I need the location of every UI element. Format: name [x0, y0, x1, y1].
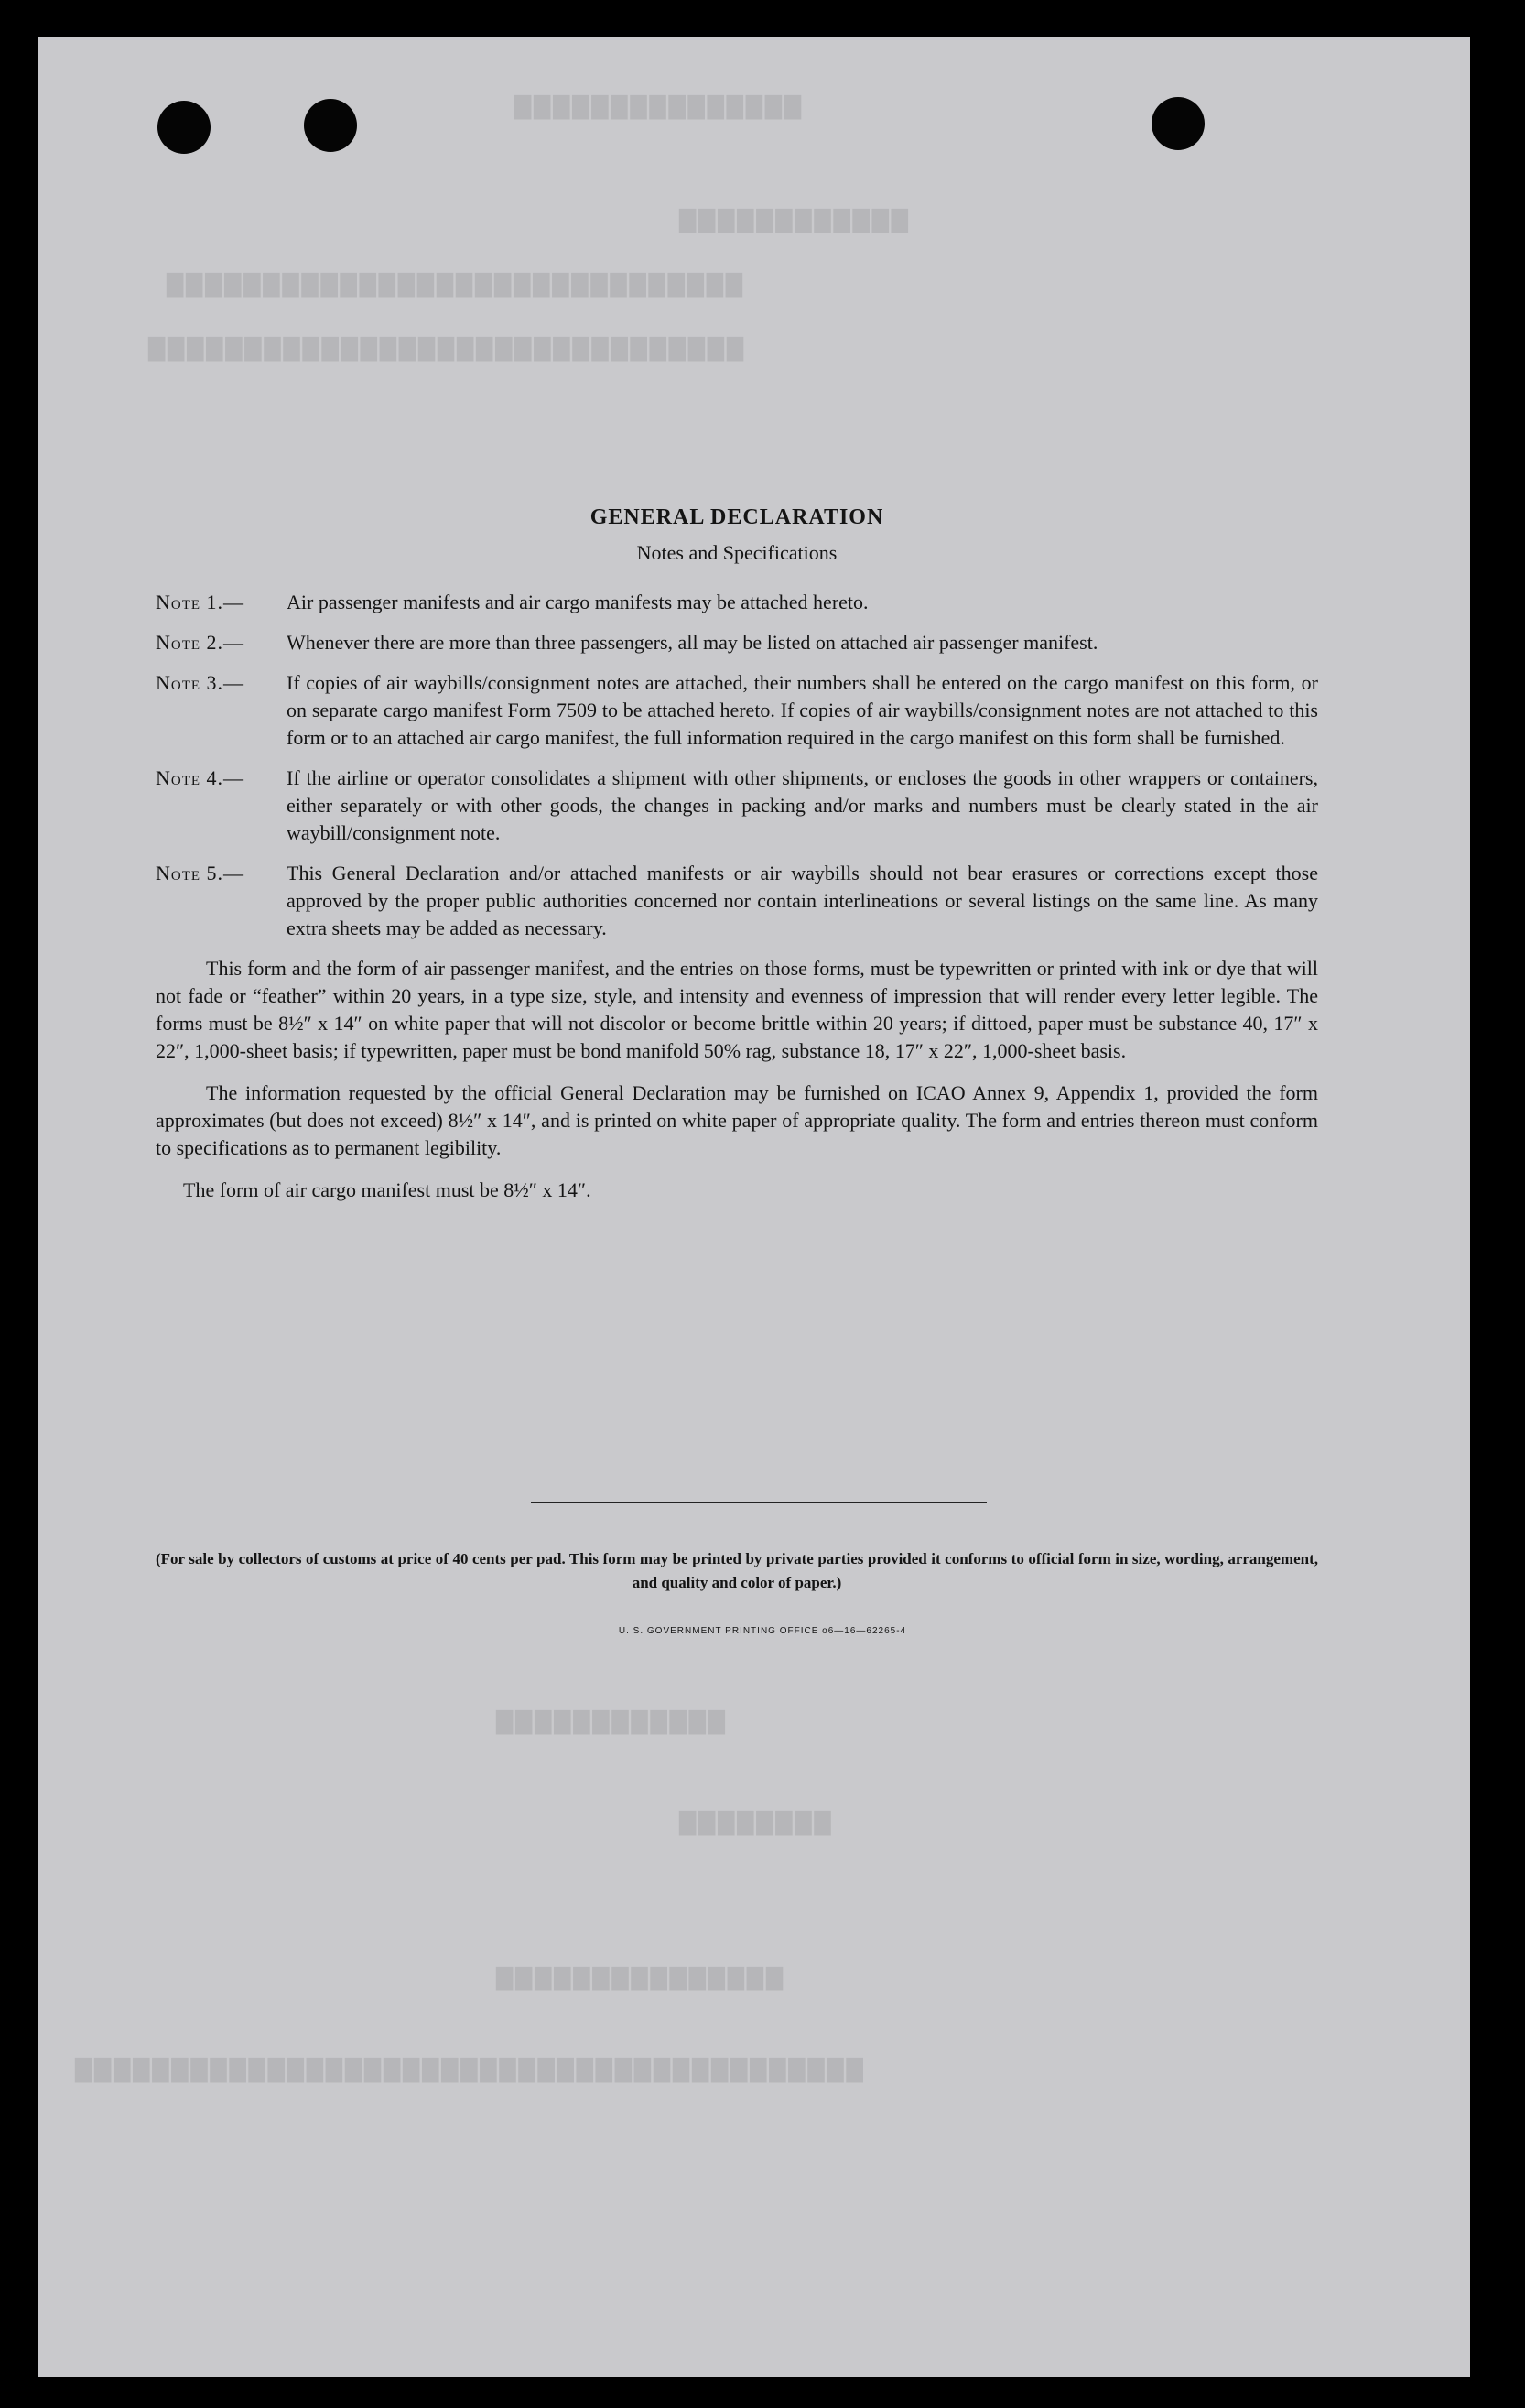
- note-text: If copies of air waybills/consignment notes are attached, their numbers shall be entered on the cargo manifest on this form, or on separate cargo manifest Form 7509 to be attached hereto. If copies of air waybills/consignment notes are not attached to this form or to an attached air cargo manifest, the full information required in the cargo manifest on this form shall be furnished.: [287, 671, 1318, 749]
- printer-imprint: U. S. GOVERNMENT PRINTING OFFICE o6—16—62265-4: [618, 1626, 907, 1636]
- show-through-mark: ▆▆▆▆▆▆▆▆▆▆▆▆▆▆▆▆▆▆▆▆▆▆▆▆▆▆▆▆▆▆▆▆▆▆▆▆▆▆▆▆▆: [75, 2054, 866, 2085]
- show-through-mark: ▆▆▆▆▆▆▆▆▆▆▆▆▆▆▆▆▆▆▆▆▆▆▆▆▆▆▆▆▆▆: [167, 268, 745, 299]
- paragraph-cargo-manifest-size: The form of air cargo manifest must be 8½″ x 14″.: [183, 1178, 591, 1201]
- document-subtitle: Notes and Specifications: [636, 541, 838, 564]
- note-label: Note 3.—: [156, 671, 245, 694]
- sale-notice: (For sale by collectors of customs at price of 40 cents per pad. This form may be printed by private parties provided it conforms to official form in size, wording, arrangement, and quality and color of paper.): [156, 1550, 1318, 1591]
- note-2: [156, 629, 1318, 656]
- paragraph-paper-specifications: This form and the form of air passenger manifest, and the entries on those forms, must be typewritten or printed with ink or dye that will not fade or “feather” within 20 years, in a type size, style, and intensity and evenness of impression that will render every letter legible. The forms must be 8½″ x 14″ on white paper that will not discolor or become brittle within 20 years; if dittoed, paper must be substance 40, 17″ x 22″, 1,000-sheet basis; if typewritten, paper must be bond manifold 50% rag, substance 18, 17″ x 22″, 1,000-sheet basis.: [156, 957, 1318, 1062]
- note-label: Note 5.—: [156, 862, 245, 884]
- divider-rule: [531, 1502, 987, 1503]
- punch-hole-center-left: [304, 99, 357, 152]
- note-4: [156, 765, 1318, 847]
- show-through-mark: ▆▆▆▆▆▆▆▆▆▆▆▆▆▆▆▆▆▆▆▆▆▆▆▆▆▆▆▆▆▆▆: [148, 332, 746, 363]
- note-text: Whenever there are more than three passengers, all may be listed on attached air passenger manifest.: [287, 631, 1098, 654]
- notes-section: [156, 505, 1318, 1219]
- show-through-mark: ▆▆▆▆▆▆▆▆▆▆▆▆: [679, 204, 911, 235]
- punch-hole-left: [157, 101, 211, 154]
- note-label: Note 2.—: [156, 631, 245, 654]
- note-label: Note 1.—: [156, 591, 245, 613]
- note-text: If the airline or operator consolidates a shipment with other shipments, or encloses the goods in other wrappers or containers, either separately or with other goods, the changes in packing and/or marks and numbers must be clearly stated in the air waybill/consignment note.: [287, 766, 1318, 844]
- document-title: GENERAL DECLARATION: [589, 505, 884, 529]
- show-through-mark: ▆▆▆▆▆▆▆▆▆▆▆▆: [496, 1706, 728, 1737]
- note-5: [156, 860, 1318, 942]
- show-through-mark: ▆▆▆▆▆▆▆▆▆▆▆▆▆▆▆: [496, 1962, 785, 1993]
- note-text: This General Declaration and/or attached manifests or air waybills should not bear erasures or corrections except those approved by the proper public authorities concerned nor contain interlineations or several listings on the same line. As many extra sheets may be added as necessary.: [287, 862, 1318, 939]
- show-through-mark: ▆▆▆▆▆▆▆▆▆▆▆▆▆▆▆: [514, 91, 804, 122]
- paragraph-icao-annex: The information requested by the official General Declaration may be furnished on ICAO Annex 9, Appendix 1, provided the form approximates (but does not exceed) 8½″ x 14″, and is printed on white paper of appropriate quality. The form and entries thereon must conform to specifications as to permanent legibility.: [156, 1081, 1318, 1159]
- note-text: Air passenger manifests and air cargo manifests may be attached hereto.: [287, 591, 869, 613]
- punch-hole-right: [1152, 97, 1205, 150]
- note-3: [156, 669, 1318, 752]
- note-1: [156, 589, 1318, 616]
- show-through-mark: ▆▆▆▆▆▆▆▆: [679, 1806, 834, 1838]
- note-label: Note 4.—: [156, 766, 245, 789]
